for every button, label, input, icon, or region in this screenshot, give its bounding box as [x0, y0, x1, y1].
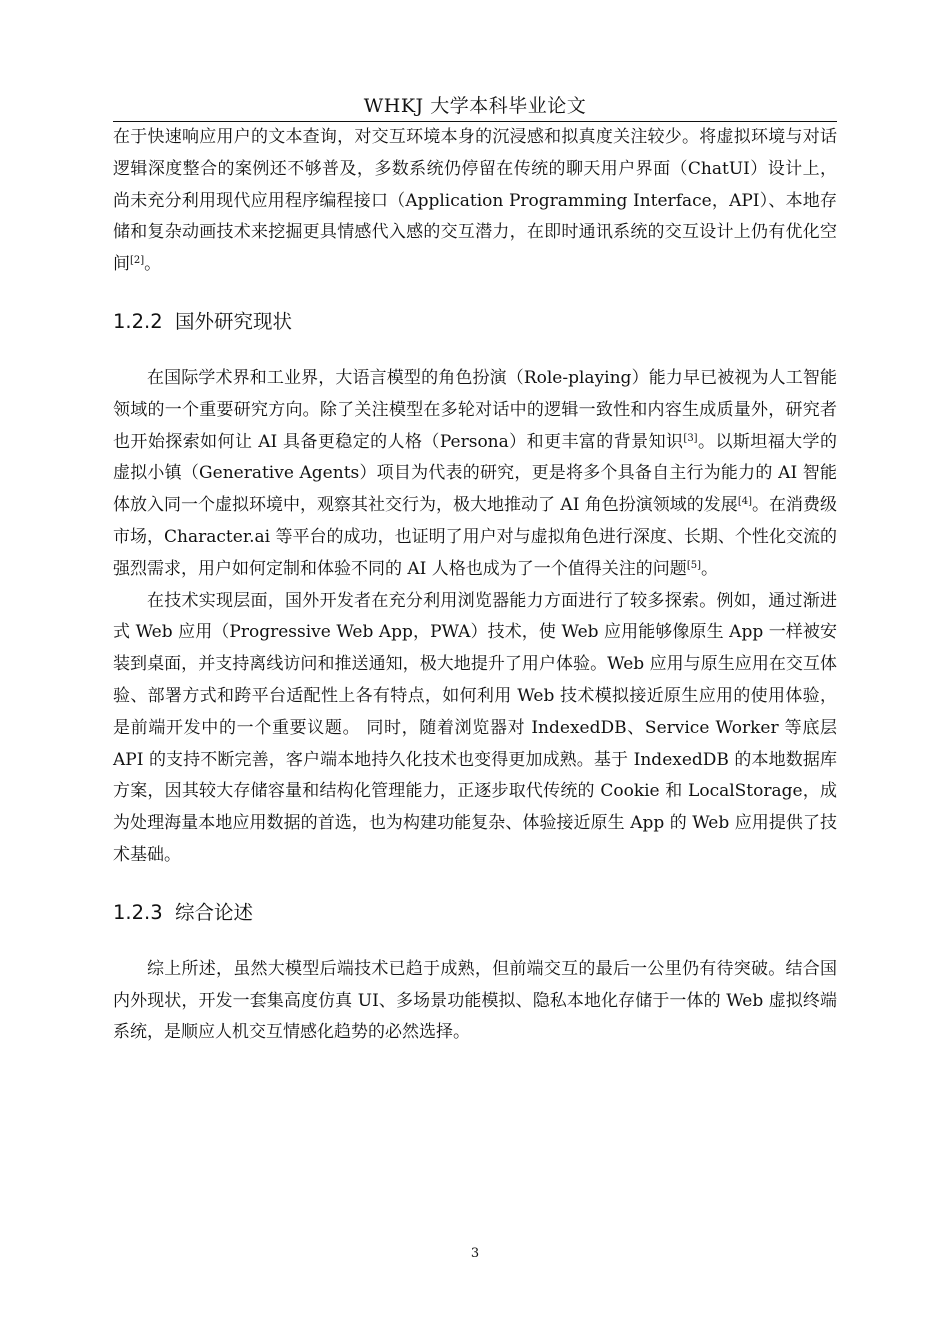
- paragraph-text: 在于快速响应用户的文本查询，对交互环境本身的沉浸感和拟真度关注较少。将虚拟环境与对话逻辑深度整合的案例还不够普及，多数系统仍停留在传统的聊天用户界面（ChatUI）设计上，尚未充分利用现代应用程序编程接口（Application Programming Interface，API）、本地存储和复杂动画技术来挖掘更具情感代入感的交互潜力，在即时通讯系统的交互设计上仍有优化空间: [113, 127, 837, 275]
- page-header: WHKJ 大学本科毕业论文: [363, 95, 587, 117]
- paragraph-end: 。: [700, 558, 718, 579]
- paragraph-end: 。: [144, 254, 162, 275]
- citation: [4]: [737, 496, 752, 508]
- page-number: 3: [470, 1246, 480, 1261]
- page-content: [113, 122, 837, 1049]
- citation: [5]: [686, 559, 701, 571]
- citation: [2]: [130, 255, 145, 267]
- paragraph-text: 。在消费级市场，Character.ai 等平台的成功，也证明了用户对与虚拟角色进行深度、长期、个性化交流的强烈需求，用户如何定制和体验不同的 AI 人格也成为了一个值得关注的问题: [113, 495, 837, 579]
- section-number: 1.2.3: [113, 900, 163, 924]
- section-title: 综合论述: [175, 900, 254, 924]
- paragraph-tech-implementation: 在技术实现层面，国外开发者在充分利用浏览器能力方面进行了较多探索。例如，通过渐进式 Web 应用（Progressive Web App，PWA）技术，使 Web 应用能够像原生 App 一样被安装到桌面，并支持离线访问和推送通知，极大地提升了用户体验。Web 应用与原生应用在交互体验、部署方式和跨平台适配性上各有特点，如何利用 Web 技术模拟接近原生应用的使用体验，是前端开发中的一个重要议题。 同时，随着浏览器对 IndexedDB、Service Worker 等底层 API 的支持不断完善，客户端本地持久化技术也变得更加成熟。基于 IndexedDB 的本地数据库方案，因其较大存储容量和结构化管理能力，正逐步取代传统的 Cookie 和 LocalStorage，成为处理海量本地应用数据的首选，也为构建功能复杂、体验接近原生 App 的 Web 应用提供了技术基础。: [113, 590, 837, 865]
- paragraph-continued: [113, 122, 837, 281]
- citation: [3]: [683, 432, 698, 444]
- paragraph-summary: 综上所述，虽然大模型后端技术已趋于成熟，但前端交互的最后一公里仍有待突破。结合国内外现状，开发一套集高度仿真 UI、多场景功能模拟、隐私本地化存储于一体的 Web 虚拟终端系统，是顺应人机交互情感化趋势的必然选择。: [113, 958, 837, 1043]
- section-heading-1-2-2: [113, 307, 837, 337]
- section-number: 1.2.2: [113, 309, 163, 333]
- paragraph-text: 在国际学术界和工业界，大语言模型的角色扮演（Role-playing）能力早已被视为人工智能领域的一个重要研究方向。除了关注模型在多轮对话中的逻辑一致性和内容生成质量外，研究者也开始探索如何让 AI 具备更稳定的人格（Persona）和更丰富的背景知识: [113, 367, 837, 452]
- section-title: 国外研究现状: [175, 309, 293, 333]
- paragraph-text: 。以斯坦福大学的虚拟小镇（Generative Agents）项目为代表的研究，更是将多个具备自主行为能力的 AI 智能体放入同一个虚拟环境中，观察其社交行为，极大地推动了 AI 角色扮演领域的发展: [113, 431, 837, 516]
- section-heading-1-2-3: [113, 898, 837, 928]
- paragraph-foreign-research: [113, 363, 837, 586]
